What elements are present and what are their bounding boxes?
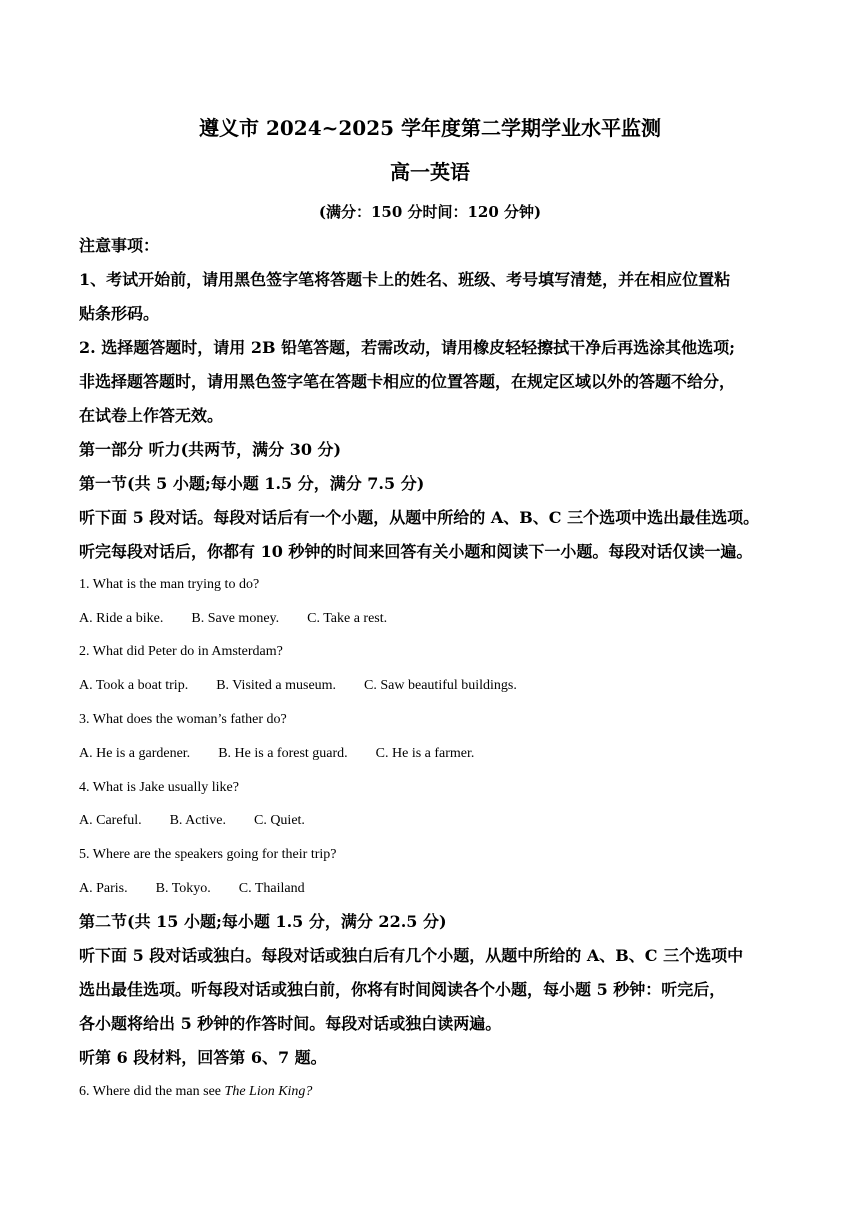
- question-5-options: [79, 880, 333, 898]
- score-time: (满分：150 分时间：120 分钟): [318, 203, 542, 221]
- question-2-option-a: A. Took a boat trip.: [79, 678, 189, 693]
- exam-title: 遵义市 2024~2025 学年度第二学期学业水平监测: [198, 116, 661, 140]
- section-2-heading: 第二节(共 15 小题;每小题 1.5 分，满分 22.5 分): [79, 912, 447, 931]
- material-6-label: 听第 6 段材料，回答第 6、7 题。: [79, 1048, 327, 1067]
- question-4-option-b: B. Active.: [169, 813, 226, 828]
- question-1-option-b: B. Save money.: [191, 611, 280, 626]
- notice-item-1-line-2: 贴条形码。: [79, 304, 160, 323]
- question-4-option-a: A. Careful.: [79, 813, 142, 828]
- section-2-instruction-line-2: 选出最佳选项。听每段对话或独白前，你将有时间阅读各个小题，每小题 5 秒钟：听完后，: [79, 980, 726, 999]
- question-3-options: [79, 745, 502, 763]
- part-1-heading: 第一部分 听力(共两节，满分 30 分): [79, 440, 342, 459]
- question-6-stem-text: 6. Where did the man see: [79, 1084, 225, 1099]
- notice-item-2-line-1: 2. 选择题答题时，请用 2B 铅笔答题，若需改动，请用橡皮轻轻擦拭干净后再选涂其他选项;: [79, 338, 735, 357]
- question-6-title-italic: The Lion King?: [224, 1084, 313, 1099]
- question-5-stem: 5. Where are the speakers going for their trip?: [79, 847, 337, 862]
- question-5-option-b: B. Tokyo.: [155, 881, 211, 896]
- question-1-stem: 1. What is the man trying to do?: [79, 577, 260, 592]
- section-1-instruction-line-2: 听完每段对话后，你都有 10 秒钟的时间来回答有关小题和阅读下一小题。每段对话仅读一遍。: [79, 542, 753, 561]
- notice-item-2-line-2: 非选择题答题时，请用黑色签字笔在答题卡相应的位置答题，在规定区域以外的答题不给分，: [79, 372, 736, 391]
- section-2-instruction-line-1: 听下面 5 段对话或独白。每段对话或独白后有几个小题，从题中所给的 A、B、C 三个选项中: [79, 946, 744, 965]
- exam-subject: 高一英语: [390, 160, 470, 184]
- question-3-stem: 3. What does the woman’s father do?: [79, 712, 287, 727]
- question-1-option-c: C. Take a rest.: [307, 611, 388, 626]
- question-3-option-b: B. He is a forest guard.: [218, 746, 348, 761]
- question-3-option-a: A. He is a gardener.: [79, 746, 191, 761]
- question-4-options: [79, 812, 333, 830]
- notice-item-1-line-1: 1、考试开始前，请用黑色签字笔将答题卡上的姓名、班级、考号填写清楚，并在相应位置粘: [79, 270, 731, 289]
- question-6-stem: [79, 1083, 312, 1101]
- question-2-options: [79, 677, 545, 695]
- question-3-option-c: C. He is a farmer.: [375, 746, 475, 761]
- question-1-options: [79, 610, 415, 628]
- question-4-option-c: C. Quiet.: [253, 813, 305, 828]
- question-2-option-c: C. Saw beautiful buildings.: [364, 678, 517, 693]
- section-1-heading: 第一节(共 5 小题;每小题 1.5 分，满分 7.5 分): [79, 474, 425, 493]
- question-2-option-b: B. Visited a museum.: [216, 678, 337, 693]
- question-1-option-a: A. Ride a bike.: [79, 611, 164, 626]
- section-2-instruction-line-3: 各小题将给出 5 秒钟的作答时间。每段对话或独白读两遍。: [79, 1014, 502, 1033]
- notice-item-2-line-3: 在试卷上作答无效。: [79, 406, 224, 425]
- question-4-stem: 4. What is Jake usually like?: [79, 780, 239, 795]
- notice-heading: 注意事项：: [79, 236, 160, 255]
- question-2-stem: 2. What did Peter do in Amsterdam?: [79, 644, 283, 659]
- question-5-option-c: C. Thailand: [238, 881, 305, 896]
- section-1-instruction-line-1: 听下面 5 段对话。每段对话后有一个小题，从题中所给的 A、B、C 三个选项中选出最佳选项。: [79, 508, 760, 527]
- question-5-option-a: A. Paris.: [79, 881, 128, 896]
